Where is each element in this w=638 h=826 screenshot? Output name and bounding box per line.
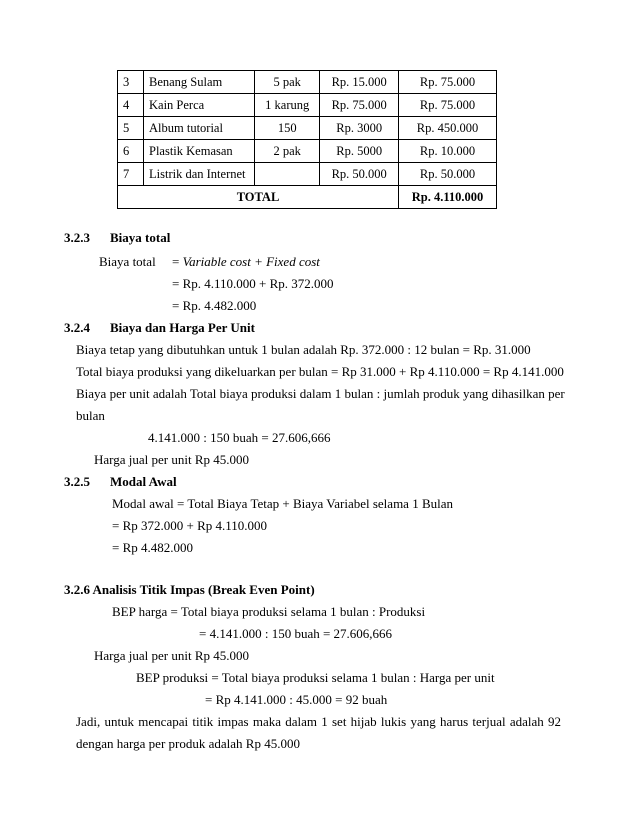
heading-3-2-3-title: Biaya total xyxy=(110,230,171,245)
biaya-total-formula xyxy=(172,254,320,270)
cell-total: Rp. 10.000 xyxy=(398,140,496,163)
equals-sign: = xyxy=(172,254,183,269)
heading-3-2-3-number: 3.2.3 xyxy=(64,230,90,245)
cell-qty: 2 pak xyxy=(255,140,320,163)
cell-no: 4 xyxy=(118,94,144,117)
cell-price: Rp. 3000 xyxy=(320,117,399,140)
heading-3-2-6: 3.2.6 Analisis Titik Impas (Break Even Point) xyxy=(64,582,315,597)
calc-per-unit: 4.141.000 : 150 buah = 27.606,666 xyxy=(148,430,331,445)
cell-item: Listrik dan Internet xyxy=(144,163,255,186)
biaya-total-label: Biaya total xyxy=(99,254,156,269)
cell-qty: 150 xyxy=(255,117,320,140)
cell-no: 5 xyxy=(118,117,144,140)
heading-3-2-4-number: 3.2.4 xyxy=(64,320,90,335)
modal-awal-formula: Modal awal = Total Biaya Tetap + Biaya Variabel selama 1 Bulan xyxy=(112,496,454,511)
cost-table xyxy=(117,70,497,209)
cell-no: 3 xyxy=(118,71,144,94)
bep-harga-formula: BEP harga = Total biaya produksi selama 1 bulan : Produksi xyxy=(112,604,426,619)
cell-price: Rp. 50.000 xyxy=(320,163,399,186)
total-row xyxy=(118,186,497,209)
heading-3-2-4-title: Biaya dan Harga Per Unit xyxy=(110,320,255,335)
total-value: Rp. 4.110.000 xyxy=(398,186,496,209)
paragraph-biaya-tetap: Biaya tetap yang dibutuhkan untuk 1 bulan adalah Rp. 372.000 : 12 bulan = Rp. 31.000 xyxy=(76,342,531,357)
cell-total: Rp. 450.000 xyxy=(398,117,496,140)
paragraph-biaya-per-unit: Biaya per unit adalah Total biaya produksi dalam 1 bulan : jumlah produk yang dihasilkan per xyxy=(76,386,565,401)
cell-item: Kain Perca xyxy=(144,94,255,117)
cell-price: Rp. 5000 xyxy=(320,140,399,163)
table-row xyxy=(118,163,497,186)
cell-total: Rp. 75.000 xyxy=(398,71,496,94)
biaya-total-line3: = Rp. 4.482.000 xyxy=(172,298,257,313)
bep-harga-jual: Harga jual per unit Rp 45.000 xyxy=(94,648,250,663)
harga-jual: Harga jual per unit Rp 45.000 xyxy=(94,452,250,467)
cell-item: Plastik Kemasan xyxy=(144,140,255,163)
conclusion-line1: Jadi, untuk mencapai titik impas maka dalam 1 set hijab lukis yang harus terjual adalah 92 xyxy=(76,714,561,729)
modal-awal-line3: = Rp 4.482.000 xyxy=(112,540,194,555)
cell-qty xyxy=(255,163,320,186)
cell-no: 7 xyxy=(118,163,144,186)
bep-produksi-calc: = Rp 4.141.000 : 45.000 = 92 buah xyxy=(205,692,388,707)
heading-3-2-5-number: 3.2.5 xyxy=(64,474,90,489)
table-row xyxy=(118,94,497,117)
formula-text: Variable cost + Fixed cost xyxy=(182,254,320,269)
conclusion-line2: dengan harga per produk adalah Rp 45.000 xyxy=(76,736,300,751)
bep-harga-calc: = 4.141.000 : 150 buah = 27.606,666 xyxy=(199,626,393,641)
cell-qty: 1 karung xyxy=(255,94,320,117)
cell-no: 6 xyxy=(118,140,144,163)
cell-price: Rp. 15.000 xyxy=(320,71,399,94)
cell-total: Rp. 50.000 xyxy=(398,163,496,186)
biaya-total-line2: = Rp. 4.110.000 + Rp. 372.000 xyxy=(172,276,334,291)
table-row xyxy=(118,117,497,140)
cell-qty: 5 pak xyxy=(255,71,320,94)
paragraph-total-biaya: Total biaya produksi yang dikeluarkan per bulan = Rp 31.000 + Rp 4.110.000 = Rp 4.141.000 xyxy=(76,364,564,379)
table-row xyxy=(118,71,497,94)
modal-awal-line2: = Rp 372.000 + Rp 4.110.000 xyxy=(112,518,268,533)
bep-produksi-formula: BEP produksi = Total biaya produksi selama 1 bulan : Harga per unit xyxy=(136,670,495,685)
heading-3-2-5-title: Modal Awal xyxy=(110,474,177,489)
table-row xyxy=(118,140,497,163)
cell-price: Rp. 75.000 xyxy=(320,94,399,117)
total-label: TOTAL xyxy=(118,186,399,209)
cell-item: Album tutorial xyxy=(144,117,255,140)
cell-item: Benang Sulam xyxy=(144,71,255,94)
cell-total: Rp. 75.000 xyxy=(398,94,496,117)
paragraph-biaya-per-unit-cont: bulan xyxy=(76,408,105,423)
